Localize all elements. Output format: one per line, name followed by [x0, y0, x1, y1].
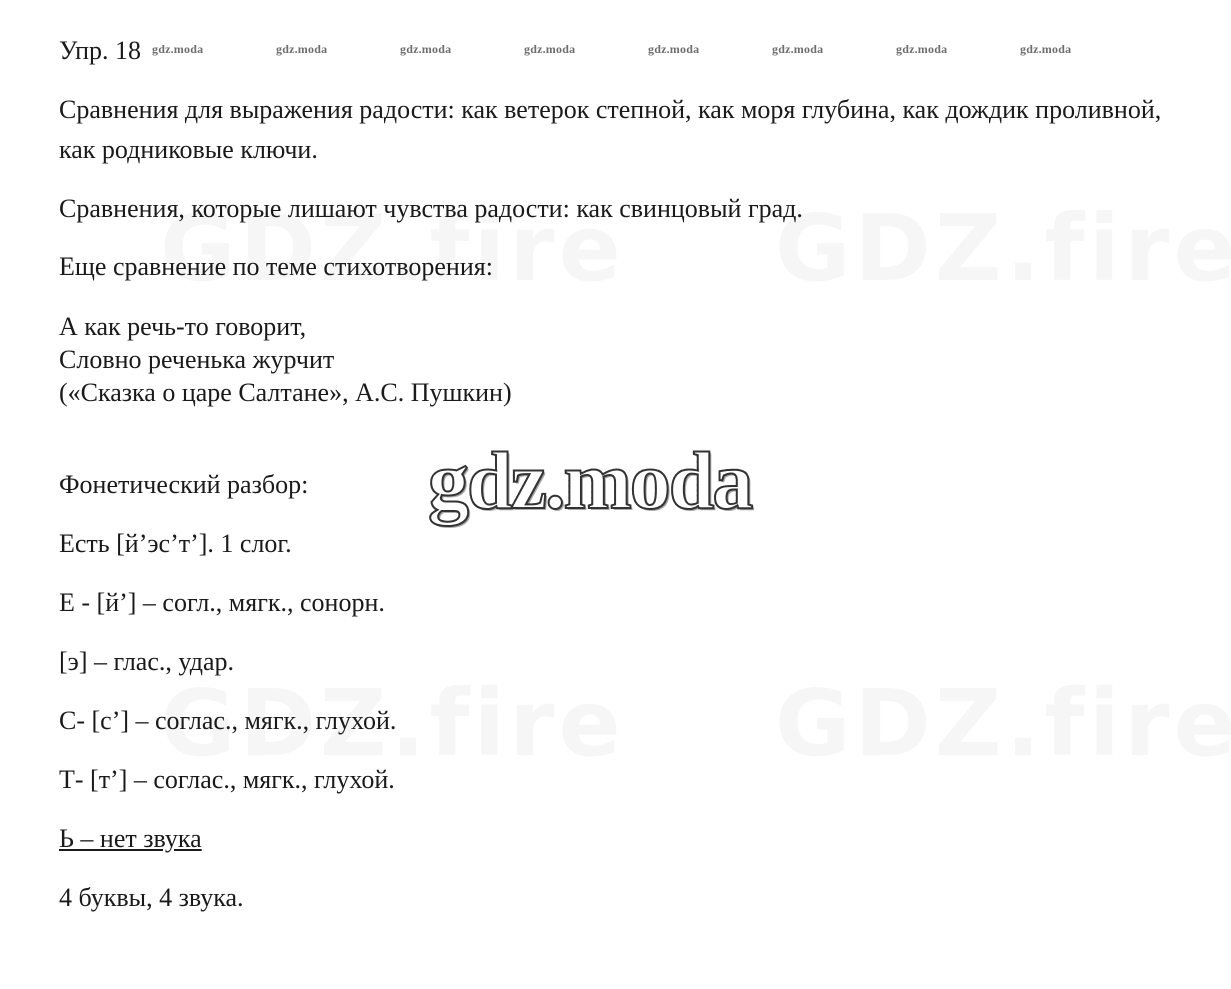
- small-watermark: gdz.moda: [400, 42, 452, 56]
- sound-line: С- [с’] – соглас., мягк., глухой.: [59, 706, 397, 735]
- small-watermark: gdz.moda: [152, 42, 204, 56]
- sound-line: [э] – глас., удар.: [59, 647, 235, 676]
- small-watermark: gdz.moda: [276, 42, 328, 56]
- faint-watermark: [775, 670, 1231, 777]
- small-watermark: gdz.moda: [1020, 42, 1072, 56]
- comparisons-joy-paragraph: Сравнения для выражения радости: как ветерок степной, как моря глубина, как дождик проливной, как родниковые ключи.: [59, 95, 1162, 164]
- word-analysis: Есть [й’эс’т’]. 1 слог.: [59, 529, 292, 558]
- poem-line: А как речь-то говорит,: [59, 312, 307, 341]
- poem-source: («Сказка о царе Салтане», А.С. Пушкин): [59, 378, 512, 407]
- another-comparison-heading: Еще сравнение по теме стихотворения:: [59, 252, 493, 281]
- big-watermark: gdz.moda: [428, 435, 752, 526]
- poem-quote: [59, 310, 512, 409]
- poem-line: Словно реченька журчит: [59, 345, 335, 374]
- sound-line: Е - [й’] – согл., мягк., сонорн.: [59, 588, 385, 617]
- comparisons-no-joy-paragraph: Сравнения, которые лишают чувства радости: как свинцовый град.: [59, 194, 803, 223]
- sound-line: Т- [т’] – соглас., мягк., глухой.: [59, 765, 395, 794]
- small-watermark: gdz.moda: [524, 42, 576, 56]
- exercise-label: Упр. 18: [59, 36, 142, 65]
- small-watermark: gdz.moda: [896, 42, 948, 56]
- small-watermark: gdz.moda: [772, 42, 824, 56]
- faint-watermark: [775, 195, 1231, 302]
- phonetic-title: Фонетический разбор:: [59, 470, 309, 499]
- soft-sign-line: Ь – нет звука: [59, 824, 202, 853]
- small-watermark: gdz.moda: [648, 42, 700, 56]
- summary-line: 4 буквы, 4 звука.: [59, 883, 244, 912]
